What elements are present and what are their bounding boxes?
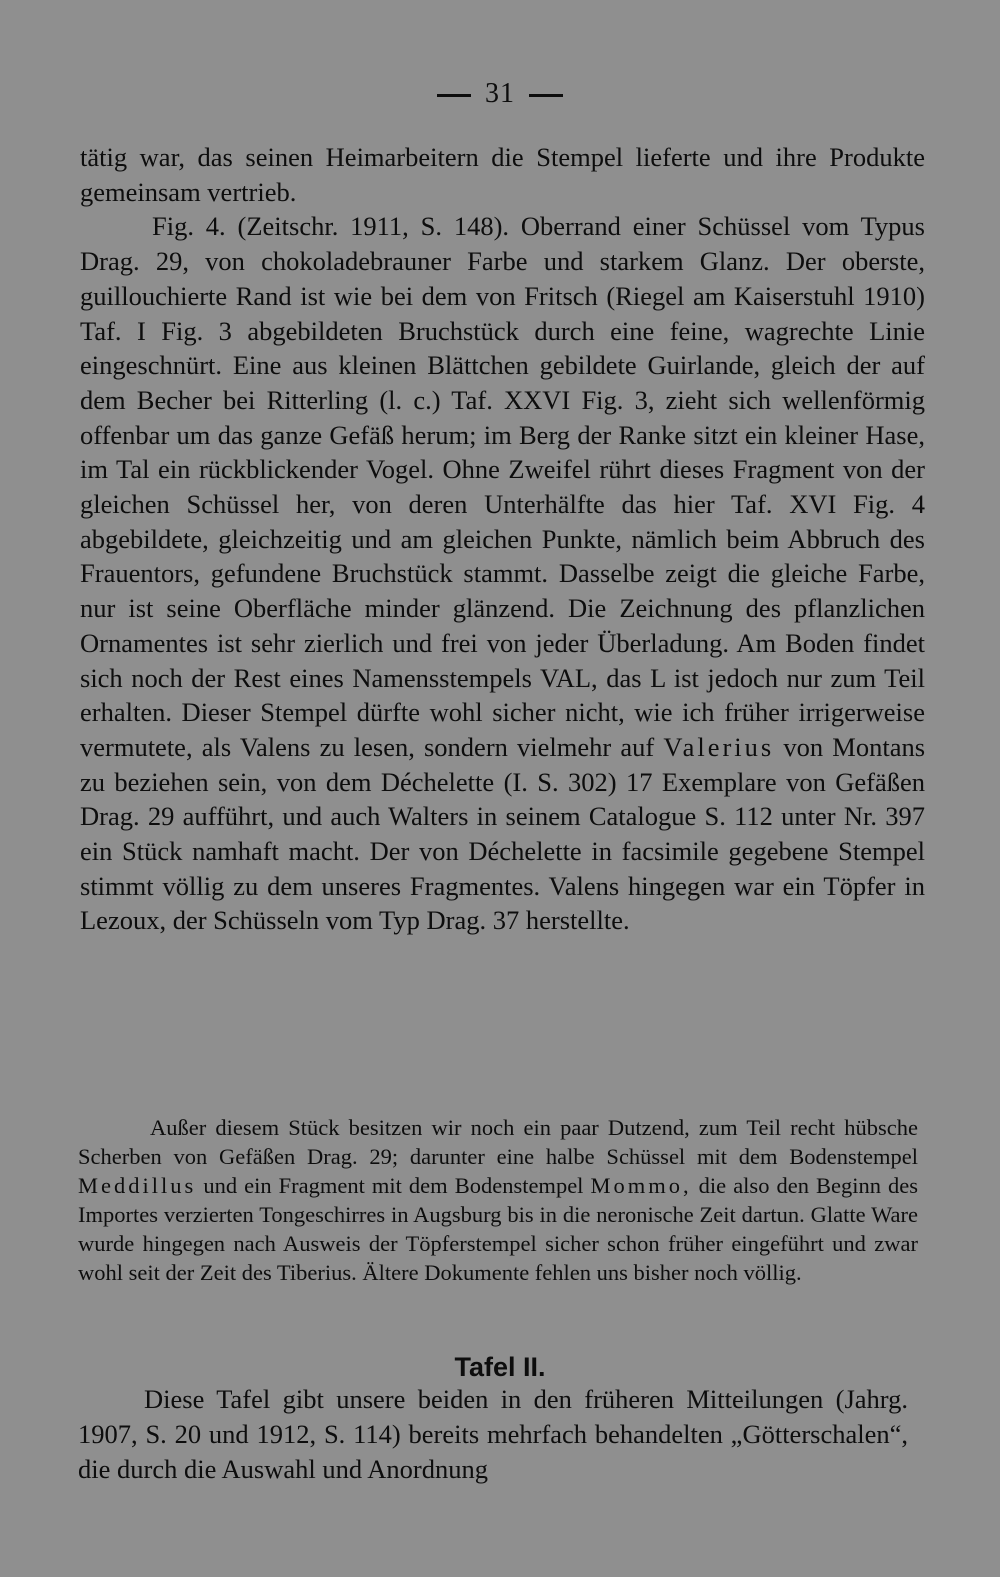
- dash-left: [437, 94, 471, 97]
- page-number-text: 31: [485, 78, 515, 109]
- closing-text: [78, 1382, 908, 1487]
- small-text-c: die also den Beginn des Importes verzierten Tongeschirres in Augsburg bis in die neronische Zeit dartun. Glatte Ware wurde hingegen nach Ausweis der Töpferstempel sicher schon früher eingeführt und zwar wohl seit der Zeit des Tiberius. Ältere Dokumente fehlen uns bisher noch völlig.: [78, 1173, 919, 1285]
- small-paragraph: [78, 1113, 918, 1287]
- page-number: [0, 78, 1000, 110]
- small-text-b: und ein Fragment mit dem Bodenstempel: [203, 1173, 584, 1198]
- potter-name-mommo: Mommo,: [590, 1173, 692, 1198]
- paragraph-fig4-text-a: Fig. 4. (Zeitschr. 1911, S. 148). Oberrand einer Schüssel vom Typus Drag. 29, von chokoladebrauner Farbe und starkem Glanz. Der oberste, guillouchierte Rand ist wie bei dem von Fritsch (Riegel am Kaiserstuhl 1910) Taf. I Fig. 3 abgebildeten Bruchstück durch eine feine, wagrechte Linie eingeschnürt. Eine aus kleinen Blättchen gebildete Guirlande, gleich der auf dem Becher bei Ritterling (l. c.) Taf. XXVI Fig. 3, zieht sich wellenförmig offenbar um das ganze Gefäß herum; im Berg der Ranke sitzt ein kleiner Hase, im Tal ein rückblickender Vogel. Ohne Zweifel rührt dieses Fragment von der gleichen Schüssel her, von deren Unterhälfte das hier Taf. XVI Fig. 4 abgebildete, gleichzeitig und am gleichen Punkte, nämlich beim Abbruch des Frauentors, gefundene Bruchstück stammt. Dasselbe zeigt die gleiche Farbe, nur ist seine Oberfläche minder glänzend. Die Zeichnung des pflanzlichen Ornamentes ist sehr zierlich und frei von jeder Überladung. Am Boden findet sich noch der Rest eines Namensstempels VAL, das L ist jedoch nur zum Teil erhalten. Dieser Stempel dürfte wohl sicher nicht, wie ich früher irrigerweise vermutete, als Valens zu lesen, sondern vielmehr auf: [80, 211, 925, 762]
- potter-name-meddillus: Meddillus: [78, 1173, 197, 1198]
- potter-name-valerius: Valerius: [663, 731, 775, 762]
- small-print-paragraph: [78, 1113, 918, 1287]
- paragraph-fig4: [80, 209, 925, 938]
- closing-paragraph: Diese Tafel gibt unsere beiden in den früheren Mitteilungen (Jahrg. 1907, S. 20 und 1912, S. 114) bereits mehrfach behandelten „Götterschalen“, die durch die Auswahl und Anordnung: [78, 1384, 908, 1484]
- dash-right: [529, 94, 563, 97]
- paragraph-continuation: tätig war, das seinen Heimarbeitern die Stempel lieferte und ihre Produkte gemeinsam vertrieb.: [80, 142, 925, 207]
- main-text: [80, 140, 925, 938]
- paragraph-fig4-text-b: von Montans zu beziehen sein, von dem Déchelette (I. S. 302) 17 Exemplare von Gefäßen Drag. 29 aufführt, und auch Walters in seinem Catalogue S. 112 unter Nr. 397 ein Stück namhaft macht. Der von Déchelette in facsimile gegebene Stempel stimmt völlig zu dem unseres Fragmentes. Valens hingegen war ein Töpfer in Lezoux, der Schüsseln vom Typ Drag. 37 herstellte.: [80, 731, 926, 936]
- small-text-a: Außer diesem Stück besitzen wir noch ein paar Dutzend, zum Teil recht hübsche Scherben von Gefäßen Drag. 29; darunter eine halbe Schüssel mit dem Bodenstempel: [78, 1115, 918, 1169]
- section-heading: Tafel II.: [454, 1352, 546, 1382]
